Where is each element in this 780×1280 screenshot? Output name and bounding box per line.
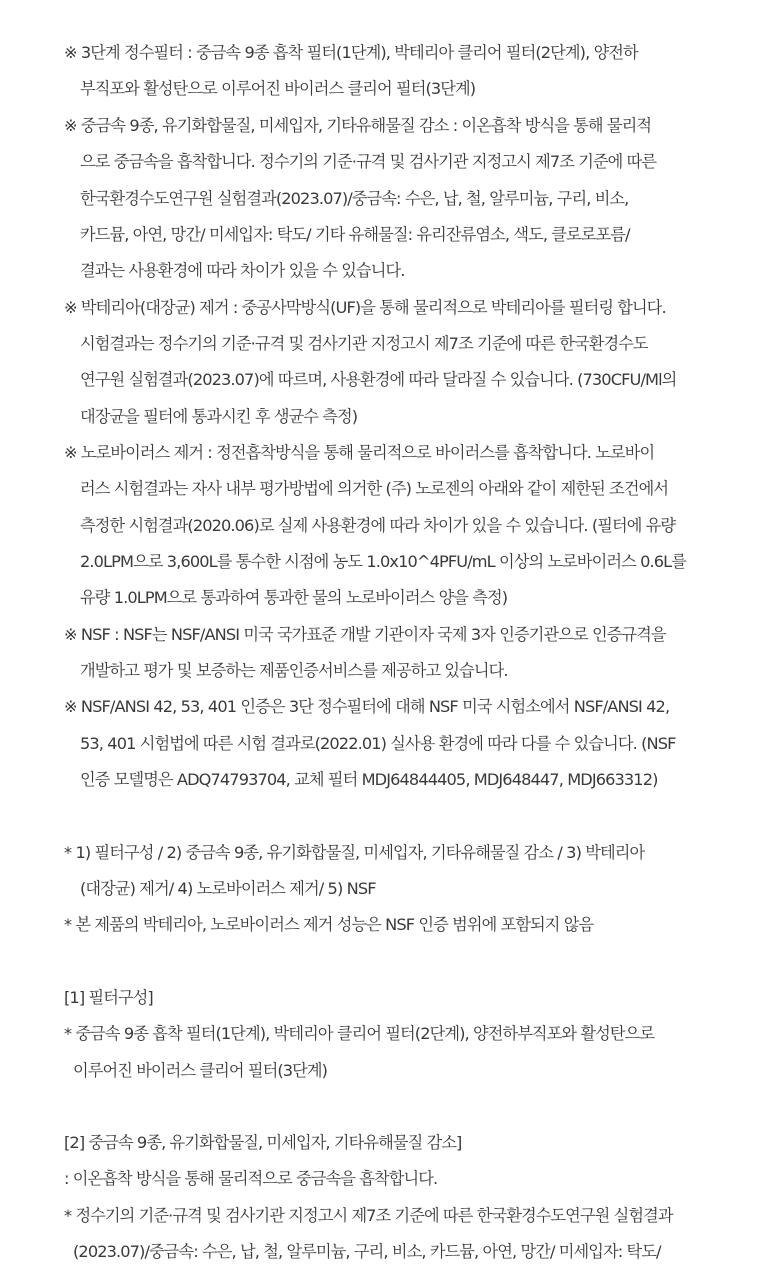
summary-list-line1: * 1) 필터구성 / 2) 중금속 9종, 유기화합물질, 미세입자, 기타유해물질 감소 / 3) 박테리아 <box>64 843 645 862</box>
note-nsf-line2: 개발하고 평가 및 보증하는 제품인증서비스를 제공하고 있습니다. <box>80 661 508 680</box>
note-nsf-line1: ※ NSF : NSF는 NSF/ANSI 미국 국가표준 개발 기관이자 국제 3자 인증기관으로 인증규격을 <box>64 625 666 644</box>
note-bacteria-line4: 대장균을 필터에 통과시킨 후 생균수 측정) <box>80 407 358 426</box>
summary-exclusion-note: * 본 제품의 박테리아, 노로바이러스 제거 성능은 NSF 인증 범위에 포함되지 않음 <box>64 915 594 934</box>
note-norovirus-line5: 유량 1.0LPM으로 통과하여 통과한 물의 노로바이러스 양을 측정) <box>80 588 508 607</box>
note-heavy-metals-line1: ※ 중금속 9종, 유기화합물질, 미세입자, 기타유해물질 감소 : 이온흡착 방식을 통해 물리적 <box>64 116 652 135</box>
section-1-text-line1: * 중금속 9종 흡착 필터(1단계), 박테리아 클리어 필터(2단계), 양전하부직포와 활성탄으로 <box>64 1024 655 1043</box>
section-2-text-line1: : 이온흡착 방식을 통해 물리적으로 중금속을 흡착합니다. <box>64 1169 438 1188</box>
section-1-heading: [1] 필터구성] <box>64 988 153 1007</box>
note-bacteria-line1: ※ 박테리아(대장균) 제거 : 중공사막방식(UF)을 통해 물리적으로 박테리아를 필터링 합니다. <box>64 298 666 317</box>
note-heavy-metals-line4: 카드뮴, 아연, 망간/ 미세입자: 탁도/ 기타 유해물질: 유리잔류염소, 색도, 클로로포름/ <box>80 225 630 244</box>
note-nsf-cert-line3: 인증 모델명은 ADQ74793704, 교체 필터 MDJ64844405, MDJ648447, MDJ663312) <box>80 770 658 789</box>
note-heavy-metals-line3: 한국환경수도연구원 실험결과(2023.07)/중금속: 수은, 납, 철, 알루미늄, 구리, 비소, <box>80 189 629 208</box>
note-norovirus-line1: ※ 노로바이러스 제거 : 정전흡착방식을 통해 물리적으로 바이러스를 흡착합니다. 노로바이 <box>64 443 655 462</box>
section-2-text-line3: (2023.07)/중금속: 수은, 납, 철, 알루미늄, 구리, 비소, 카드뮴, 아연, 망간/ 미세입자: 탁도/ <box>73 1242 661 1261</box>
section-1-text-line2: 이루어진 바이러스 클리어 필터(3단계) <box>73 1061 328 1080</box>
note-norovirus-line4: 2.0LPM으로 3,600L를 통수한 시점에 농도 1.0x10^4PFU/mL 이상의 노로바이러스 0.6L를 <box>80 552 686 571</box>
section-2-heading: [2] 중금속 9종, 유기화합물질, 미세입자, 기타유해물질 감소] <box>64 1133 462 1152</box>
note-bacteria-line2: 시험결과는 정수기의 기준·규격 및 검사기관 지정고시 제7조 기준에 따른 한국환경수도 <box>80 334 648 353</box>
note-filter-stages-line2: 부직포와 활성탄으로 이루어진 바이러스 클리어 필터(3단계) <box>80 79 476 98</box>
section-2-text-line2: * 정수기의 기준·규격 및 검사기관 지정고시 제7조 기준에 따른 한국환경수도연구원 실험결과 <box>64 1206 673 1225</box>
note-heavy-metals-line2: 으로 중금속을 흡착합니다. 정수기의 기준·규격 및 검사기관 지정고시 제7조 기준에 따른 <box>80 152 657 171</box>
note-nsf-cert-line1: ※ NSF/ANSI 42, 53, 401 인증은 3단 정수필터에 대해 NSF 미국 시험소에서 NSF/ANSI 42, <box>64 697 670 716</box>
summary-list-line2: (대장균) 제거/ 4) 노로바이러스 제거/ 5) NSF <box>80 879 376 898</box>
note-heavy-metals-line5: 결과는 사용환경에 따라 차이가 있을 수 있습니다. <box>80 261 405 280</box>
note-nsf-cert-line2: 53, 401 시험법에 따른 시험 결과로(2022.01) 실사용 환경에 따라 다를 수 있습니다. (NSF <box>80 734 676 753</box>
note-norovirus-line3: 측정한 시험결과(2020.06)로 실제 사용환경에 따라 차이가 있을 수 있습니다. (필터에 유량 <box>80 516 676 535</box>
note-bacteria-line3: 연구원 실험결과(2023.07)에 따르며, 사용환경에 따라 달라질 수 있습니다. (730CFU/Ml의 <box>80 370 677 389</box>
note-filter-stages-line1: ※ 3단계 정수필터 : 중금속 9종 흡착 필터(1단계), 박테리아 클리어 필터(2단계), 양전하 <box>64 43 638 62</box>
note-norovirus-line2: 러스 시험결과는 자사 내부 평가방법에 의거한 (주) 노로젠의 아래와 같이 제한된 조건에서 <box>80 479 669 498</box>
